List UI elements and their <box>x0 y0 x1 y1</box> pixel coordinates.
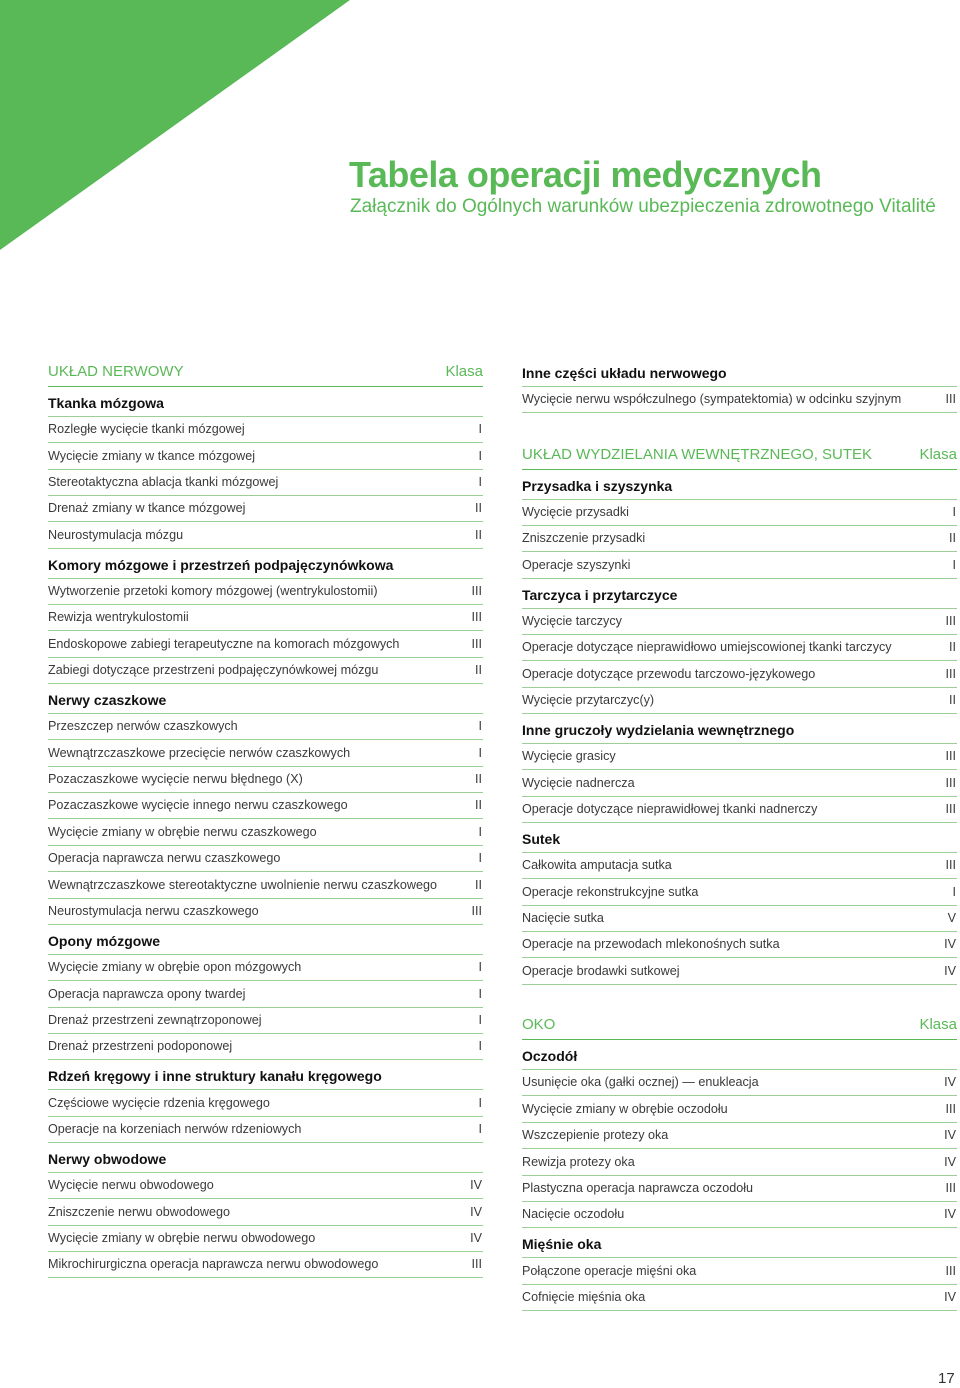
table-row <box>48 1173 483 1199</box>
operation-class: II <box>949 531 956 546</box>
operation-class: IV <box>944 937 956 952</box>
operation-name: Neurostymulacja mózgu <box>48 527 184 542</box>
table-row <box>522 1123 957 1149</box>
group-title: Sutek <box>522 830 561 847</box>
operation-class: I <box>478 719 482 734</box>
operation-name: Pozaczaszkowe wycięcie innego nerwu czaszkowego <box>48 798 348 813</box>
operation-class: I <box>478 1013 482 1027</box>
operation-class: II <box>475 877 482 892</box>
operation-name: Wycięcie zmiany w obrębie nerwu czaszkowego <box>48 824 317 839</box>
table-row <box>48 470 483 496</box>
group-title: Tkanka mózgowa <box>48 394 164 411</box>
table-row <box>522 932 957 958</box>
table-row <box>48 981 483 1007</box>
table-row <box>48 955 483 981</box>
operation-class: I <box>952 884 956 899</box>
table-row <box>48 846 483 872</box>
operation-name: Wycięcie zmiany w tkance mózgowej <box>48 448 256 463</box>
operation-name: Plastyczna operacja naprawcza oczodołu <box>522 1180 754 1195</box>
table-row <box>48 1090 483 1116</box>
operation-name: Wewnątrzczaszkowe stereotaktyczne uwolnienie nerwu czaszkowego <box>48 877 437 892</box>
table-row <box>522 661 957 687</box>
left-column <box>48 361 483 1278</box>
table-row <box>48 740 483 766</box>
operation-class: I <box>478 422 482 437</box>
table-row <box>522 906 957 932</box>
operation-name: Operacje szyszynki <box>522 557 631 572</box>
table-row <box>522 609 957 635</box>
operation-class: I <box>478 824 482 839</box>
operation-class: III <box>945 1263 956 1278</box>
table-row <box>48 631 483 657</box>
table-row <box>522 744 957 770</box>
section-title: OKO <box>522 1016 556 1034</box>
operation-name: Operacje dotyczące przewodu tarczowo-językowego <box>522 666 816 681</box>
group-header <box>48 1143 483 1173</box>
corner-decoration <box>0 0 350 250</box>
operation-class: III <box>945 1180 956 1195</box>
operation-name: Neurostymulacja nerwu czaszkowego <box>48 904 259 919</box>
group-title: Tarczyca i przytarczyce <box>522 586 678 603</box>
operation-class: III <box>945 1101 956 1116</box>
operation-name: Wytworzenie przetoki komory mózgowej (wentrykulostomii) <box>48 583 378 598</box>
operation-class: IV <box>944 1207 956 1222</box>
operation-name: Drenaż przestrzeni podoponowej <box>48 1039 233 1054</box>
operation-class: II <box>475 772 482 787</box>
table-row <box>522 879 957 905</box>
group-header <box>522 470 957 500</box>
group-header <box>522 714 957 744</box>
operation-class: I <box>478 745 482 760</box>
operation-class: IV <box>944 1289 956 1304</box>
operation-class: I <box>478 1095 482 1110</box>
table-row <box>48 872 483 898</box>
page-subtitle: Załącznik do Ogólnych warunków ubezpieczenia zdrowotnego Vitalité <box>350 196 936 217</box>
table-row <box>522 1149 957 1175</box>
operation-class: IV <box>470 1178 482 1193</box>
table-row <box>522 526 957 552</box>
section-header <box>48 361 483 387</box>
operation-name: Przeszczep nerwów czaszkowych <box>48 719 238 734</box>
group-title: Inne gruczoły wydzielania wewnętrznego <box>522 721 795 738</box>
operation-class: III <box>471 904 482 919</box>
group-title: Rdzeń kręgowy i inne struktury kanału kręgowego <box>48 1068 382 1085</box>
operation-name: Usunięcie oka (gałki ocznej) — enukleacja <box>522 1075 759 1090</box>
table-row <box>522 770 957 796</box>
operation-name: Rozległe wycięcie tkanki mózgowej <box>48 422 245 437</box>
table-row <box>48 1117 483 1143</box>
operation-name: Operacje rekonstrukcyjne sutka <box>522 884 699 899</box>
operation-class: III <box>945 775 956 790</box>
spacer <box>522 985 957 1011</box>
operation-name: Operacje na przewodach mlekonośnych sutka <box>522 937 780 952</box>
operation-name: Wycięcie grasicy <box>522 749 616 764</box>
table-row <box>48 1199 483 1225</box>
operation-name: Operacje dotyczące nieprawidłowo umiejscowionej tkanki tarczycy <box>522 640 892 655</box>
operation-class: III <box>471 1257 482 1272</box>
operation-name: Cofnięcie mięśnia oka <box>522 1289 646 1304</box>
operation-class: IV <box>470 1204 482 1219</box>
group-title: Przysadka i szyszynka <box>522 477 673 494</box>
section-title: UKŁAD WYDZIELANIA WEWNĘTRZNEGO, SUTEK <box>522 445 873 463</box>
operation-class: III <box>945 858 956 873</box>
class-header: Klasa <box>919 445 957 463</box>
table-row <box>48 899 483 925</box>
operation-name: Zniszczenie przysadki <box>522 531 646 546</box>
operation-name: Wycięcie przysadki <box>522 504 629 519</box>
section-title: UKŁAD NERWOWY <box>48 363 184 380</box>
operation-class: III <box>471 610 482 625</box>
group-header <box>522 579 957 609</box>
table-row <box>48 605 483 631</box>
operation-class: II <box>475 663 482 678</box>
operation-class: I <box>478 474 482 489</box>
operation-name: Zabiegi dotyczące przestrzeni podpajęczynówkowej mózgu <box>48 663 379 678</box>
group-title: Opony mózgowe <box>48 932 160 949</box>
operation-name: Wycięcie zmiany w obrębie oczodołu <box>522 1101 728 1116</box>
operation-class: V <box>947 911 956 926</box>
operation-class: IV <box>470 1230 482 1245</box>
operation-class: I <box>478 986 482 1001</box>
operation-name: Drenaż przestrzeni zewnątrzoponowej <box>48 1013 262 1027</box>
operation-class: III <box>945 392 956 407</box>
table-row <box>48 793 483 819</box>
page-title: Tabela operacji medycznych <box>349 154 822 195</box>
group-header <box>522 1040 957 1070</box>
table-row <box>48 1252 483 1278</box>
table-row <box>522 1285 957 1311</box>
table-row <box>522 1202 957 1228</box>
operation-name: Wycięcie nerwu współczulnego (sympatektomia) w odcinku szyjnym <box>522 392 902 407</box>
operation-name: Endoskopowe zabiegi terapeutyczne na komorach mózgowych <box>48 636 400 651</box>
page-number: 17 <box>938 1370 955 1387</box>
group-header <box>522 1228 957 1258</box>
table-row <box>522 1258 957 1284</box>
operation-name: Operacja naprawcza opony twardej <box>48 986 246 1001</box>
operation-class: I <box>478 1121 482 1136</box>
section-header <box>522 440 957 469</box>
operation-class: III <box>471 636 482 651</box>
operation-class: III <box>945 749 956 764</box>
operation-name: Nacięcie sutka <box>522 911 604 926</box>
operation-class: I <box>952 504 956 519</box>
operation-name: Operacje brodawki sutkowej <box>522 963 680 978</box>
table-row <box>522 853 957 879</box>
operation-name: Połączone operacje mięśni oka <box>522 1263 697 1278</box>
table-row <box>522 552 957 578</box>
table-row <box>522 1070 957 1096</box>
group-title: Nerwy obwodowe <box>48 1150 167 1167</box>
table-row <box>48 443 483 469</box>
group-header <box>522 823 957 853</box>
group-title: Komory mózgowe i przestrzeń podpajęczynówkowa <box>48 556 394 573</box>
right-column <box>522 361 957 1311</box>
operation-class: II <box>949 640 956 655</box>
operation-class: I <box>478 1039 482 1054</box>
operation-name: Rewizja protezy oka <box>522 1154 635 1169</box>
operation-class: III <box>945 802 956 817</box>
operation-class: III <box>945 613 956 628</box>
operation-class: I <box>478 851 482 866</box>
table-row <box>48 579 483 605</box>
table-row <box>522 1176 957 1202</box>
operation-class: III <box>471 583 482 598</box>
operation-name: Operacje na korzeniach nerwów rdzeniowych <box>48 1121 302 1136</box>
table-row <box>522 635 957 661</box>
group-header <box>48 684 483 714</box>
group-header <box>48 925 483 955</box>
operation-class: II <box>475 527 482 542</box>
table-row <box>522 1096 957 1122</box>
operation-class: IV <box>944 963 956 978</box>
table-row <box>522 797 957 823</box>
operation-class: II <box>949 693 956 708</box>
group-title: Oczodół <box>522 1048 578 1065</box>
operation-name: Wycięcie zmiany w obrębie opon mózgowych <box>48 960 302 975</box>
operation-name: Wewnątrzczaszkowe przecięcie nerwów czaszkowych <box>48 745 351 760</box>
operation-name: Wycięcie zmiany w obrębie nerwu obwodowego <box>48 1230 316 1245</box>
operation-class: IV <box>944 1128 956 1143</box>
operation-class: IV <box>944 1154 956 1169</box>
operation-name: Częściowe wycięcie rdzenia kręgowego <box>48 1095 270 1110</box>
operation-name: Pozaczaszkowe wycięcie nerwu błędnego (X) <box>48 772 303 787</box>
table-row <box>48 496 483 522</box>
operation-name: Całkowita amputacja sutka <box>522 858 672 873</box>
table-row <box>48 767 483 793</box>
operation-name: Wycięcie nadnercza <box>522 775 635 790</box>
operation-name: Mikrochirurgiczna operacja naprawcza nerwu obwodowego <box>48 1257 379 1272</box>
table-row <box>522 500 957 526</box>
table-row <box>48 819 483 845</box>
operation-class: I <box>478 960 482 975</box>
table-row <box>522 958 957 984</box>
operation-name: Stereotaktyczna ablacja tkanki mózgowej <box>48 474 279 489</box>
table-row <box>48 1034 483 1060</box>
operation-class: I <box>478 448 482 463</box>
group-header <box>48 549 483 579</box>
operation-name: Rewizja wentrykulostomii <box>48 610 189 625</box>
group-title: Nerwy czaszkowe <box>48 691 167 708</box>
operation-name: Wycięcie nerwu obwodowego <box>48 1178 214 1193</box>
section-header <box>522 1011 957 1040</box>
class-header: Klasa <box>445 363 483 380</box>
table-row <box>48 417 483 443</box>
operation-name: Zniszczenie nerwu obwodowego <box>48 1204 231 1219</box>
table-row <box>522 688 957 714</box>
operation-class: II <box>475 501 482 516</box>
operation-name: Wszczepienie protezy oka <box>522 1128 669 1143</box>
operation-name: Operacja naprawcza nerwu czaszkowego <box>48 851 281 866</box>
group-header <box>522 361 957 387</box>
operation-class: III <box>945 666 956 681</box>
table-row <box>48 1008 483 1034</box>
group-header <box>48 387 483 417</box>
table-row <box>522 387 957 413</box>
spacer <box>522 413 957 440</box>
operation-name: Nacięcie oczodołu <box>522 1207 625 1222</box>
group-header <box>48 1060 483 1090</box>
table-row <box>48 714 483 740</box>
table-row <box>48 658 483 684</box>
class-header: Klasa <box>919 1016 957 1034</box>
table-row <box>48 522 483 548</box>
group-title: Mięśnie oka <box>522 1236 602 1253</box>
operation-name: Wycięcie tarczycy <box>522 613 622 628</box>
operation-class: I <box>952 557 956 572</box>
table-row <box>48 1226 483 1252</box>
operation-class: IV <box>944 1075 956 1090</box>
operation-name: Wycięcie przytarczyc(y) <box>522 693 655 708</box>
operation-name: Operacje dotyczące nieprawidłowej tkanki nadnerczy <box>522 802 818 817</box>
operation-class: II <box>475 798 482 813</box>
operation-name: Drenaż zmiany w tkance mózgowej <box>48 501 246 516</box>
group-title: Inne części układu nerwowego <box>522 365 727 381</box>
